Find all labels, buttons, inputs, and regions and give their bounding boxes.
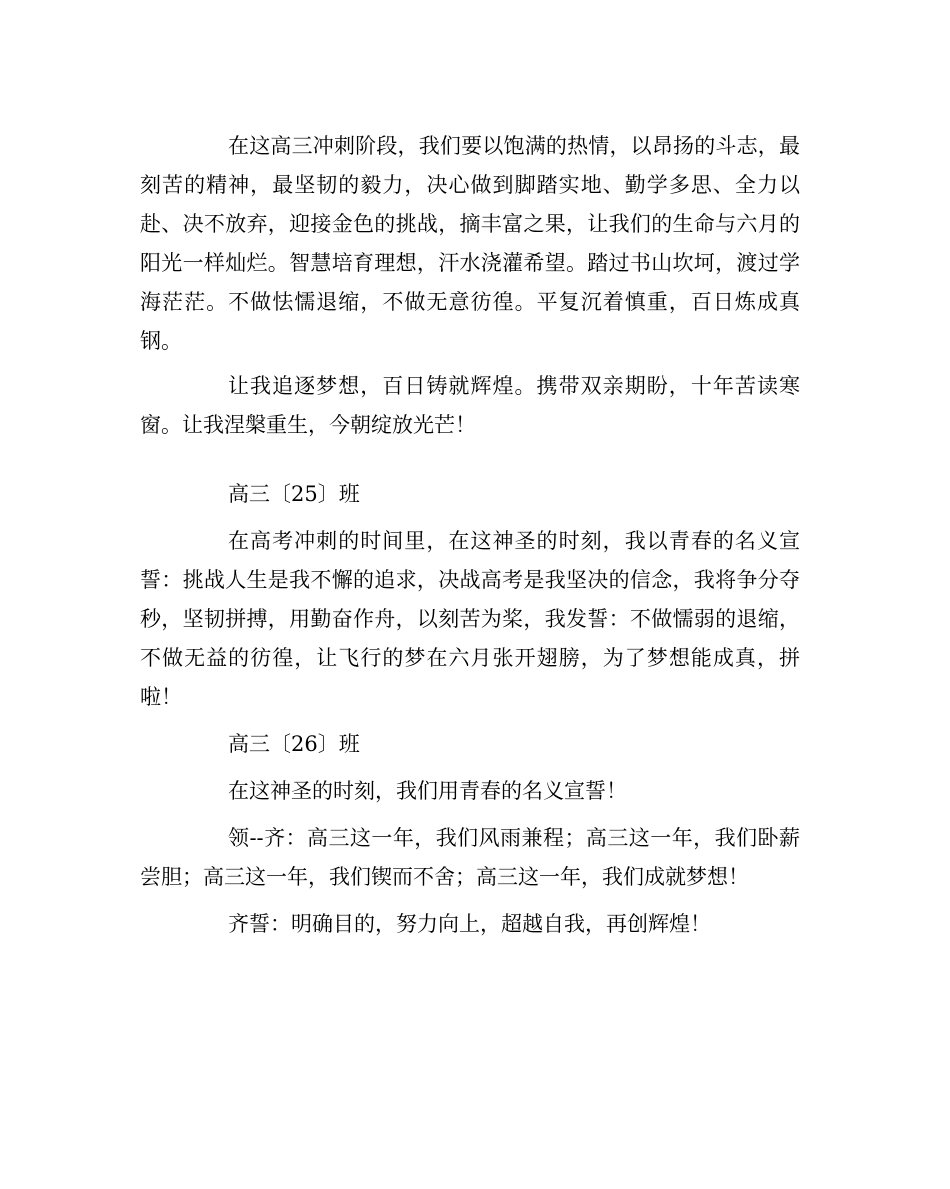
paragraph-class-25-oath: 在高考冲刺的时间里，在这神圣的时刻，我以青春的名义宣誓：挑战人生是我不懈的追求，决战高考是我坚决的信念，我将争分夺秒，坚韧拼搏，用勤奋作舟，以刻苦为桨，我发誓：不做懦弱的退缩，不做无益的彷徨，让飞行的梦在六月张开翅膀，为了梦想能成真，拼啦！ bbox=[140, 529, 800, 709]
paragraph-chase-dream: 让我追逐梦想，百日铸就辉煌。携带双亲期盼，十年苦读寒窗。让我涅槃重生，今朝绽放光芒！ bbox=[140, 374, 800, 437]
document-body bbox=[140, 127, 800, 944]
paragraph-group-oath: 齐誓：明确目的，努力向上，超越自我，再创辉煌！ bbox=[228, 912, 711, 936]
class-heading-25: 高三〔25〕班 bbox=[228, 482, 360, 506]
paragraph-lead-chorus: 领--齐：高三这一年，我们风雨兼程；高三这一年，我们卧薪尝胆；高三这一年，我们锲而不舍；高三这一年，我们成就梦想！ bbox=[140, 826, 800, 889]
class-heading-26: 高三〔26〕班 bbox=[228, 732, 360, 756]
paragraph-sprint-resolve: 在这高三冲刺阶段，我们要以饱满的热情，以昂扬的斗志，最刻苦的精神，最坚韧的毅力，决心做到脚踏实地、勤学多思、全力以赴、决不放弃，迎接金色的挑战，摘丰富之果，让我们的生命与六月的阳光一样灿烂。智慧培育理想，汗水浇灌希望。踏过书山坎坷，渡过学海茫茫。不做怯懦退缩，不做无意彷徨。平复沉着慎重，百日炼成真钢。 bbox=[140, 134, 800, 353]
paragraph-sacred-moment: 在这神圣的时刻，我们用青春的名义宣誓！ bbox=[228, 779, 627, 803]
